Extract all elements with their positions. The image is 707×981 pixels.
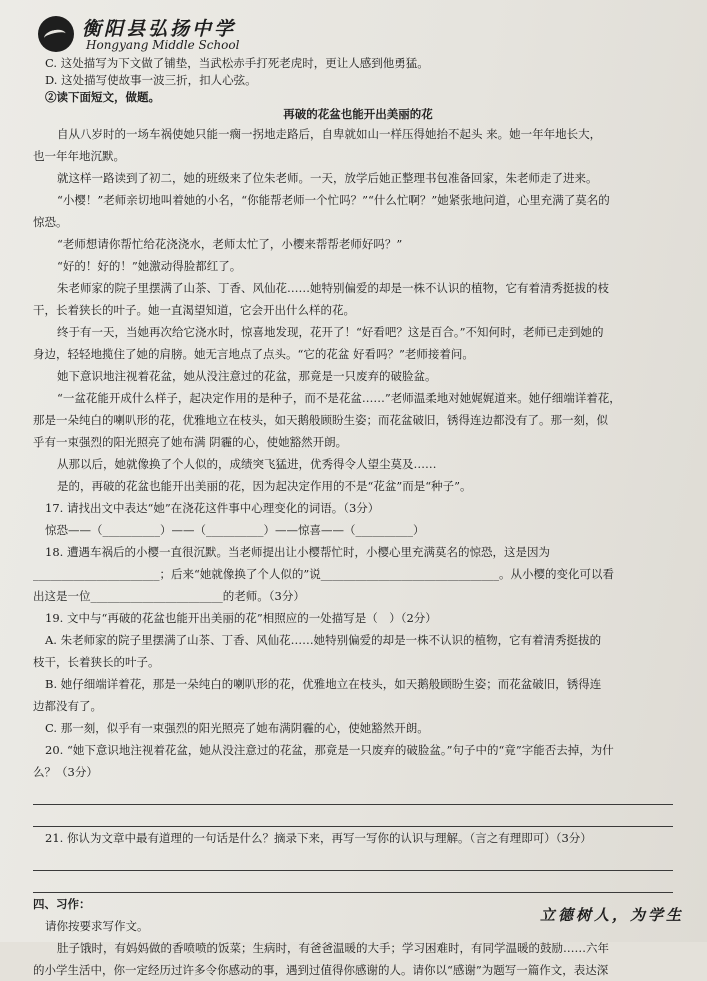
passage-line: 乎有一束强烈的阳光照亮了她布满 阴霾的心，使她豁然开朗。 xyxy=(33,435,348,449)
school-header xyxy=(38,14,298,54)
writing-prompt-line: 的小学生活中，你一定经历过许多令你感动的事，遇到过值得你感谢的人。请你以“感谢”为题写一篇作文，表达深 xyxy=(33,963,609,977)
passage-line: “小樱！”老师亲切地叫着她的小名，“你能帮老师一个忙吗？”“什么忙啊？”她紧张地问道，心里充满了莫名的 xyxy=(57,193,610,207)
school-logo-icon xyxy=(38,16,74,52)
passage-line: “好的！好的！”她激动得脸都红了。 xyxy=(57,259,242,273)
school-name-cn: 衡阳县弘扬中学 xyxy=(82,18,237,40)
passage-line: 也一年年地沉默。 xyxy=(33,149,125,163)
writing-instruction: 请你按要求写作文。 xyxy=(45,919,149,933)
question-19-option-c: C. 那一刻，似乎有一束强烈的阳光照亮了她布满阴霾的心，使她豁然开朗。 xyxy=(45,721,429,735)
question-18-blanks-end[interactable]: 出这是一位_______________________的老师。（3分） xyxy=(33,589,305,603)
answer-line[interactable] xyxy=(33,805,673,827)
passage-line: “一盆花能开成什么样子，起决定作用的是种子，而不是花盆……”老师温柔地对她娓娓道来。她仔细端详着花， xyxy=(57,391,621,405)
exam-content xyxy=(33,55,683,981)
answer-line[interactable] xyxy=(33,783,673,805)
question-19-option-b-cont: 边都没有了。 xyxy=(33,699,102,713)
passage-title: 再破的花盆也能开出美丽的花 xyxy=(283,107,433,121)
question-17: 17. 请找出文中表达“她”在浇花这件事中心理变化的词语。（3分） xyxy=(45,501,380,515)
writing-prompt-line: 肚子饿时，有妈妈做的香喷喷的饭菜；生病时，有爸爸温暖的大手；学习困难时，有同学温暖的鼓励……六年 xyxy=(57,941,609,955)
question-18: 18. 遭遇车祸后的小樱一直很沉默。当老师提出让小樱帮忙时，小樱心里充满莫名的惊恐，这是因为 xyxy=(45,545,550,559)
passage-line: 她下意识地注视着花盆，她从没注意过的花盆，那竟是一只废弃的破脸盆。 xyxy=(57,369,437,383)
option-d-line: D. 这处描写使故事一波三折，扣人心弦。 xyxy=(45,73,257,87)
passage-line: 朱老师家的院子里摆满了山茶、丁香、风仙花……她特别偏爱的却是一株不认识的植物，它有着清秀挺拔的枝 xyxy=(57,281,609,295)
passage-line: 身边，轻轻地揽住了她的肩膀。她无言地点了点头。“它的花盆 好看吗？”老师接着问。 xyxy=(33,347,474,361)
question-19-option-a: A. 朱老师家的院子里摆满了山茶、丁香、风仙花……她特别偏爱的却是一株不认识的植物，它有着清秀挺拔的 xyxy=(45,633,602,647)
question-21: 21. 你认为文章中最有道理的一句话是什么？摘录下来，再写一写你的认识与理解。（言之有理即可）（3分） xyxy=(45,831,592,845)
section-four-heading: 四、习作： xyxy=(33,897,91,911)
passage-line: 从那以后，她就像换了个人似的，成绩突飞猛进，优秀得令人望尘莫及…… xyxy=(57,457,437,471)
school-name-en: Hongyang Middle School xyxy=(86,38,240,52)
question-18-blanks[interactable]: ______________________；后来“她就像换了个人似的”说_______________________________。从小樱的变化可以看 xyxy=(33,567,615,581)
reading-instruction: ②读下面短文，做题。 xyxy=(45,90,160,104)
question-20: 20. “她下意识地注视着花盆，她从没注意过的花盆，那竟是一只废弃的破脸盆。”句子中的“竟”字能否去掉，为什 xyxy=(45,743,614,757)
question-20-cont: 么？（3分） xyxy=(33,765,98,779)
passage-line: 是的，再破的花盆也能开出美丽的花，因为起决定作用的不是“花盆”而是“种子”。 xyxy=(57,479,472,493)
answer-line[interactable] xyxy=(33,871,673,893)
passage-line: “老师想请你帮忙给花浇浇水，老师太忙了，小樱来帮帮老师好吗？” xyxy=(57,237,403,251)
answer-line[interactable] xyxy=(33,849,673,871)
passage-line: 就这样一路读到了初二，她的班级来了位朱老师。一天，放学后她正整理书包准备回家，朱老师走了进来。 xyxy=(57,171,598,185)
passage-line: 终于有一天，当她再次给它浇水时，惊喜地发现，花开了！“好看吧？这是百合。”不知何时，老师已走到她的 xyxy=(57,325,604,339)
question-17-answer-blanks[interactable]: 惊恐——（__________）——（__________）——惊喜——（__________） xyxy=(45,523,425,537)
passage-line: 干，长着狭长的叶子。她一直渴望知道，它会开出什么样的花。 xyxy=(33,303,355,317)
passage-line: 自从八岁时的一场车祸使她只能一瘸一拐地走路后，自卑就如山一样压得她抬不起头 来。她一年年地长大， xyxy=(57,127,602,141)
question-19-option-b: B. 她仔细端详着花，那是一朵纯白的喇叭形的花，优雅地立在枝头，如天鹅般顾盼生姿；而花盆破旧，锈得连 xyxy=(45,677,602,691)
footer-slogan: 立德树人，为学生 xyxy=(540,906,685,924)
question-19-option-a-cont: 枝干，长着狭长的叶子。 xyxy=(33,655,160,669)
option-c-line: C. 这处描写为下文做了铺垫，当武松赤手打死老虎时，更让人感到他勇猛。 xyxy=(45,56,429,70)
passage-line: 那是一朵纯白的喇叭形的花，优雅地立在枝头，如天鹅般顾盼生姿；而花盆破旧，锈得连边都没有了。那一刻，似 xyxy=(33,413,608,427)
passage-line: 惊恐。 xyxy=(33,215,68,229)
question-19: 19. 文中与“再破的花盆也能开出美丽的花”相照应的一处描写是（ ）（2分） xyxy=(45,611,437,625)
